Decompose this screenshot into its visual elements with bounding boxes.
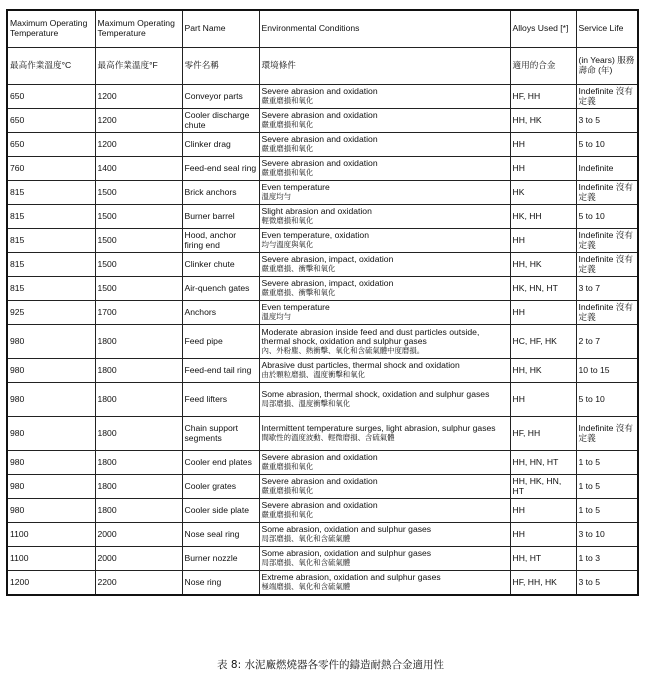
env-text-en: Severe abrasion, impact, oxidation [261, 254, 394, 265]
table-row [7, 417, 638, 451]
env-text-en: Intermittent temperature surges, light abrasion, sulphur gases [261, 423, 496, 434]
env-text-en: Even temperature [261, 302, 330, 313]
env-text-en: Severe abrasion and oxidation [261, 452, 378, 463]
table-row [7, 451, 638, 475]
temp-c-cell: 815 [7, 181, 95, 205]
alloys-cell: HH [510, 133, 576, 157]
env-cell [259, 277, 510, 301]
env-text-en: Severe abrasion and oxidation [261, 500, 378, 511]
header-alloys-used-zh: 適用的合金 [510, 48, 576, 85]
table-row [7, 109, 638, 133]
temp-c-cell: 760 [7, 157, 95, 181]
env-text-en: Even temperature, oxidation [261, 230, 369, 241]
part-name-cell: Cooler discharge chute [182, 109, 259, 133]
temp-f-cell: 1800 [95, 325, 182, 359]
alloys-cell: HH, HK [510, 109, 576, 133]
env-text-en: Severe abrasion, impact, oxidation [261, 278, 394, 289]
env-text-en: Moderate abrasion inside feed and dust particles outside, thermal shock, oxidation and sulphur gases [261, 326, 480, 347]
temp-c-cell: 815 [7, 205, 95, 229]
env-cell [259, 181, 510, 205]
temp-c-cell: 980 [7, 451, 95, 475]
service-life-cell: Indefinite 沒有定義 [576, 253, 638, 277]
env-cell [259, 253, 510, 277]
header-temp-f-zh: 最高作業溫度°F [95, 48, 182, 85]
part-name-cell: Chain support segments [182, 417, 259, 451]
temp-c-cell: 980 [7, 499, 95, 523]
part-name-cell: Clinker chute [182, 253, 259, 277]
service-life-cell: 10 to 15 [576, 359, 638, 383]
part-name-cell: Cooler side plate [182, 499, 259, 523]
temp-c-cell: 925 [7, 301, 95, 325]
alloys-cell: HH [510, 383, 576, 417]
temp-c-cell: 980 [7, 359, 95, 383]
table-row [7, 253, 638, 277]
part-name-cell: Air-quench gates [182, 277, 259, 301]
env-text-en: Even temperature [261, 182, 330, 193]
header-environmental-conditions-zh: 環境條件 [259, 48, 510, 85]
env-text-zh: 嚴重磨損和氧化 [261, 168, 314, 177]
alloys-cell: HK [510, 181, 576, 205]
temp-f-cell: 1500 [95, 277, 182, 301]
service-life-cell: 2 to 7 [576, 325, 638, 359]
header-service-life-zh: (in Years) 服務壽命 (年) [576, 48, 638, 85]
env-cell [259, 301, 510, 325]
table-body [7, 85, 638, 596]
part-name-cell: Conveyor parts [182, 85, 259, 109]
env-text-en: Severe abrasion and oxidation [261, 110, 378, 121]
table-row [7, 133, 638, 157]
temp-c-cell: 1100 [7, 547, 95, 571]
header-temp-f: Maximum Operating Temperature [95, 10, 182, 48]
env-cell [259, 451, 510, 475]
env-cell [259, 109, 510, 133]
service-life-cell: 1 to 5 [576, 499, 638, 523]
temp-c-cell: 980 [7, 383, 95, 417]
temp-f-cell: 1500 [95, 229, 182, 253]
temp-f-cell: 1800 [95, 417, 182, 451]
env-text-en: Abrasive dust particles, thermal shock and oxidation [261, 360, 460, 371]
env-cell [259, 359, 510, 383]
service-life-cell: 5 to 10 [576, 205, 638, 229]
service-life-cell: Indefinite 沒有定義 [576, 229, 638, 253]
env-text-en: Some abrasion, oxidation and sulphur gases [261, 524, 432, 535]
env-text-en: Extreme abrasion, oxidation and sulphur gases [261, 572, 441, 583]
env-text-zh: 嚴重磨損和氧化 [261, 144, 314, 153]
temp-f-cell: 1800 [95, 475, 182, 499]
alloys-cell: HF, HH [510, 85, 576, 109]
temp-f-cell: 1800 [95, 359, 182, 383]
header-row-en [7, 10, 638, 48]
service-life-cell: 3 to 10 [576, 523, 638, 547]
env-cell [259, 417, 510, 451]
alloys-cell: HH [510, 523, 576, 547]
table-row [7, 547, 638, 571]
env-text-zh: 嚴重磨損和氧化 [261, 96, 314, 105]
temp-c-cell: 980 [7, 325, 95, 359]
table-row [7, 383, 638, 417]
table-row [7, 157, 638, 181]
env-cell [259, 547, 510, 571]
temp-c-cell: 650 [7, 109, 95, 133]
env-cell [259, 157, 510, 181]
env-text-en: Some abrasion, thermal shock, oxidation and sulphur gases [261, 389, 490, 400]
table-row [7, 359, 638, 383]
service-life-cell: 3 to 7 [576, 277, 638, 301]
part-name-cell: Hood, anchor firing end [182, 229, 259, 253]
env-text-zh: 由於顆粒磨損、溫度衝擊和氧化 [261, 370, 365, 379]
env-cell [259, 499, 510, 523]
env-text-zh: 嚴重磨損、衝擊和氧化 [261, 288, 336, 297]
alloys-cell: HH, HT [510, 547, 576, 571]
alloys-cell: HH, HK [510, 253, 576, 277]
env-text-en: Severe abrasion and oxidation [261, 134, 378, 145]
table-row [7, 499, 638, 523]
alloys-cell: HH, HK, HN, HT [510, 475, 576, 499]
table-row [7, 571, 638, 596]
temp-f-cell: 2000 [95, 547, 182, 571]
temp-c-cell: 815 [7, 229, 95, 253]
temp-f-cell: 2200 [95, 571, 182, 596]
env-cell [259, 205, 510, 229]
alloys-cell: HK, HN, HT [510, 277, 576, 301]
env-text-en: Severe abrasion and oxidation [261, 86, 378, 97]
part-name-cell: Nose seal ring [182, 523, 259, 547]
part-name-cell: Anchors [182, 301, 259, 325]
temp-c-cell: 1100 [7, 523, 95, 547]
header-temp-c-zh: 最高作業溫度°C [7, 48, 95, 85]
alloys-cell: HF, HH, HK [510, 571, 576, 596]
env-cell [259, 325, 510, 359]
service-life-cell: Indefinite 沒有定義 [576, 181, 638, 205]
temp-f-cell: 1400 [95, 157, 182, 181]
alloys-cell: HC, HF, HK [510, 325, 576, 359]
service-life-cell: 1 to 5 [576, 451, 638, 475]
service-life-cell: Indefinite 沒有定義 [576, 301, 638, 325]
env-text-zh: 嚴重磨損和氧化 [261, 486, 314, 495]
env-text-zh: 局部磨損、氧化和含硫氣體 [261, 534, 351, 543]
env-text-zh: 嚴重磨損和氧化 [261, 120, 314, 129]
env-text-zh: 局部磨損、氧化和含硫氣體 [261, 558, 351, 567]
env-text-zh: 溫度均勻 [261, 312, 292, 321]
service-life-cell: Indefinite [576, 157, 638, 181]
table-row [7, 523, 638, 547]
env-text-zh: 輕微磨損和氧化 [261, 216, 314, 225]
part-name-cell: Cooler grates [182, 475, 259, 499]
env-text-en: Severe abrasion and oxidation [261, 476, 378, 487]
header-row-zh [7, 48, 638, 85]
alloys-cell: HH, HN, HT [510, 451, 576, 475]
temp-c-cell: 980 [7, 475, 95, 499]
table-row [7, 301, 638, 325]
env-text-zh: 均勻溫度與氧化 [261, 240, 314, 249]
table-row [7, 205, 638, 229]
temp-c-cell: 815 [7, 253, 95, 277]
env-text-zh: 內、外粉塵、熱衝擊、氧化和含硫氣體中度磨損。 [261, 345, 425, 355]
temp-f-cell: 2000 [95, 523, 182, 547]
table-row [7, 229, 638, 253]
env-text-zh: 極端磨損、氧化和含硫氣體 [261, 582, 351, 591]
env-cell [259, 523, 510, 547]
table-row [7, 181, 638, 205]
part-name-cell: Feed lifters [182, 383, 259, 417]
header-part-name: Part Name [182, 10, 259, 48]
temp-f-cell: 1200 [95, 85, 182, 109]
service-life-cell: Indefinite 沒有定義 [576, 85, 638, 109]
temp-c-cell: 980 [7, 417, 95, 451]
part-name-cell: Feed-end seal ring [182, 157, 259, 181]
part-name-cell: Feed pipe [182, 325, 259, 359]
table-row [7, 325, 638, 359]
header-alloys-used: Alloys Used [*] [510, 10, 576, 48]
temp-f-cell: 1500 [95, 253, 182, 277]
temp-c-cell: 1200 [7, 571, 95, 596]
alloys-cell: HH [510, 157, 576, 181]
table-row [7, 475, 638, 499]
header-environmental-conditions: Environmental Conditions [259, 10, 510, 48]
env-text-zh: 嚴重磨損和氧化 [261, 462, 314, 471]
table-row [7, 85, 638, 109]
temp-f-cell: 1800 [95, 499, 182, 523]
part-name-cell: Nose ring [182, 571, 259, 596]
part-name-cell: Cooler end plates [182, 451, 259, 475]
temp-c-cell: 650 [7, 133, 95, 157]
env-text-zh: 溫度均勻 [261, 192, 292, 201]
env-text-zh: 嚴重磨損和氧化 [261, 510, 314, 519]
part-name-cell: Brick anchors [182, 181, 259, 205]
alloys-cell: HF, HH [510, 417, 576, 451]
env-text-en: Slight abrasion and oxidation [261, 206, 372, 217]
alloys-cell: HH [510, 499, 576, 523]
header-part-name-zh: 零件名稱 [182, 48, 259, 85]
temp-f-cell: 1700 [95, 301, 182, 325]
env-cell [259, 229, 510, 253]
service-life-cell: 1 to 3 [576, 547, 638, 571]
service-life-cell: 5 to 10 [576, 383, 638, 417]
alloys-cell: HH [510, 301, 576, 325]
temp-f-cell: 1500 [95, 181, 182, 205]
alloys-cell: HK, HH [510, 205, 576, 229]
env-text-zh: 局部磨損、溫度衝擊和氧化 [261, 399, 351, 408]
env-cell [259, 85, 510, 109]
env-cell [259, 383, 510, 417]
service-life-cell: 1 to 5 [576, 475, 638, 499]
part-name-cell: Burner barrel [182, 205, 259, 229]
env-cell [259, 571, 510, 596]
header-temp-c: Maximum Operating Temperature [7, 10, 95, 48]
temp-f-cell: 1200 [95, 109, 182, 133]
alloys-cell: HH, HK [510, 359, 576, 383]
service-life-cell: 3 to 5 [576, 109, 638, 133]
table-caption: 表 8: 水泥廠燃燒器各零件的鑄造耐熱合金適用性 [217, 659, 444, 671]
env-text-en: Some abrasion, oxidation and sulphur gases [261, 548, 432, 559]
env-cell [259, 475, 510, 499]
part-name-cell: Clinker drag [182, 133, 259, 157]
service-life-cell: 3 to 5 [576, 571, 638, 596]
temp-f-cell: 1500 [95, 205, 182, 229]
temp-c-cell: 815 [7, 277, 95, 301]
temp-f-cell: 1800 [95, 383, 182, 417]
alloys-cell: HH [510, 229, 576, 253]
temp-f-cell: 1200 [95, 133, 182, 157]
service-life-cell: Indefinite 沒有定義 [576, 417, 638, 451]
header-service-life: Service Life [576, 10, 638, 48]
env-text-en: Severe abrasion and oxidation [261, 158, 378, 169]
env-text-zh: 間歇性的溫度波動、輕微磨損、含硫氣體 [261, 433, 395, 442]
service-life-cell: 5 to 10 [576, 133, 638, 157]
alloy-table [6, 9, 639, 596]
table-row [7, 277, 638, 301]
temp-c-cell: 650 [7, 85, 95, 109]
env-text-zh: 嚴重磨損、衝擊和氧化 [261, 264, 336, 273]
env-cell [259, 133, 510, 157]
part-name-cell: Feed-end tail ring [182, 359, 259, 383]
part-name-cell: Burner nozzle [182, 547, 259, 571]
temp-f-cell: 1800 [95, 451, 182, 475]
